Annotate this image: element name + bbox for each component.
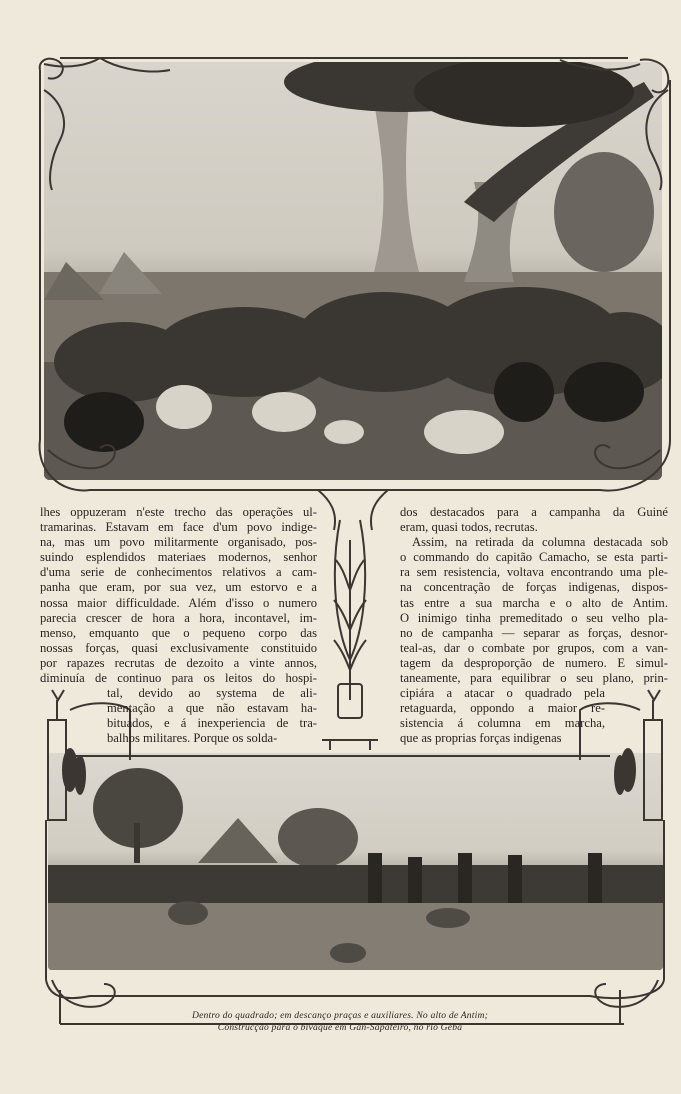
- text-line: que as proprias forças indigenas: [400, 731, 562, 746]
- text-line: panha que eram, por sua vez, um estorvo e a: [40, 580, 317, 595]
- text-line: bituados, e á inexperiencia de tra-: [107, 716, 317, 731]
- text-line: tagem da desproporção de numero. E simul-: [400, 655, 668, 670]
- text-line: no de campanha — separar as forças, desnor-: [400, 625, 668, 640]
- text-line: tramarinas. Estavam em face d'um povo indige-: [40, 520, 317, 535]
- text-line: suindo esplendidos materiaes modernos, senhor: [40, 550, 317, 565]
- text-line: nossas forças, quasi exclusivamente constituido: [40, 640, 317, 655]
- text-line: Assim, na retirada da columna destacada sob: [412, 535, 668, 550]
- left-text-column: [40, 505, 317, 747]
- text-line: retaguarda, oppondo a maior re-: [400, 701, 605, 716]
- text-line: dos destacados para a campanha da Guiné: [400, 505, 668, 519]
- caption-line: Construcção para o bivaque em Gan-Sapateiro, no rio Geba: [217, 1022, 463, 1033]
- text-line: nossa maior difficuldade. Além d'isso o numero: [40, 595, 317, 610]
- text-line: balhos militares. Porque os solda-: [107, 731, 278, 746]
- text-line: na concentração de forças indigenas, dispos-: [400, 580, 668, 595]
- text-line: lhes oppuzeram n'este trecho das operações ul-: [40, 505, 317, 519]
- text-line: menso, emquanto que o pequeno corpo das: [40, 625, 317, 640]
- text-line: eram, quasi todos, recrutas.: [400, 520, 538, 535]
- text-line: d'uma serie de conhecimentos relativos a cam-: [40, 565, 317, 580]
- caption-line: Dentro do quadrado; em descanço praças e auxiliares. No alto de Antim;: [191, 1010, 489, 1021]
- text-line: cipiára a atacar o quadrado pela: [400, 686, 605, 701]
- text-line: diminuía de continuo para os leitos do hospi-: [40, 671, 317, 686]
- text-line: parecia crescer de hora a hora, incontavel, im-: [40, 610, 317, 625]
- text-line: teal-as, dar o combate por grupos, com a van-: [400, 640, 668, 655]
- text-line: taneamente, para equilibrar o seu plano, prin-: [400, 671, 668, 686]
- right-text-column: [400, 505, 668, 747]
- text-line: mentação a que não estavam ha-: [107, 701, 317, 716]
- text-line: O inimigo tinha premeditado o seu velho pla-: [400, 610, 668, 625]
- text-line: tas entre a sua marcha e o alto de Antim.: [400, 595, 668, 610]
- text-line: tal, devido ao systema de ali-: [107, 686, 317, 701]
- text-line: o commando do capitão Camacho, se esta parti-: [400, 550, 668, 565]
- text-line: na, mas um povo militarmente organisado, pos-: [40, 535, 317, 550]
- text-line: ra sem resistencia, voltava encontrando uma ple-: [400, 565, 668, 580]
- photo-caption: [80, 1010, 600, 1034]
- text-line: por rapazes recrutas de dezoito a vinte annos,: [40, 655, 317, 670]
- text-line: sistencia á columna em marcha,: [400, 716, 605, 731]
